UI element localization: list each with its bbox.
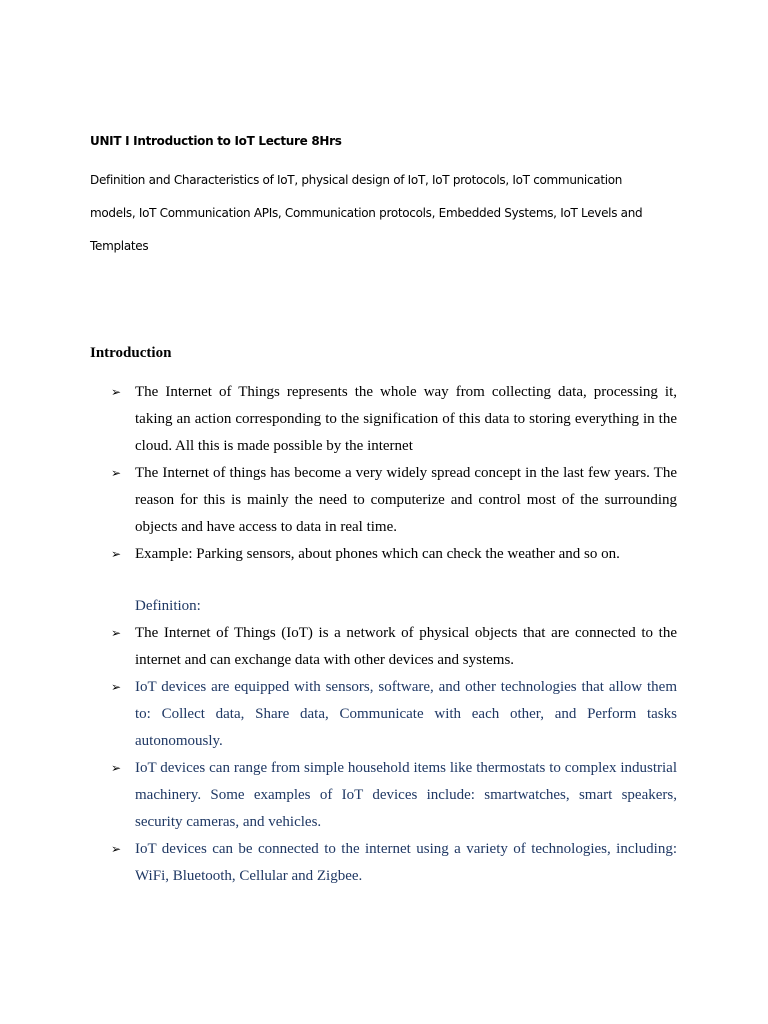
list-item bbox=[111, 620, 677, 674]
arrow-bullet-icon: ➢ bbox=[111, 761, 122, 775]
list-item bbox=[111, 460, 677, 541]
bullet-text: Example: Parking sensors, about phones which can check the weather and so on. bbox=[135, 546, 620, 562]
bullet-text: The Internet of Things (IoT) is a network of physical objects that are connected to the internet and can exchange data with other devices and systems. bbox=[135, 625, 677, 668]
unit-title: UNIT I Introduction to IoT Lecture 8Hrs bbox=[90, 134, 342, 148]
introduction-bullet-list bbox=[0, 379, 768, 568]
bullet-text: IoT devices can be connected to the internet using a variety of technologies, including: WiFi, Bluetooth, Cellular and Zigbee. bbox=[135, 841, 677, 884]
arrow-bullet-icon: ➢ bbox=[111, 547, 122, 561]
list-item bbox=[111, 836, 677, 890]
bullet-text: IoT devices can range from simple household items like thermostats to complex industrial machinery. Some examples of IoT devices include: smartwatches, smart speakers, security cameras, and vehicles. bbox=[135, 760, 677, 830]
list-item bbox=[111, 379, 677, 460]
unit-description-line: Templates bbox=[90, 239, 149, 253]
arrow-bullet-icon: ➢ bbox=[111, 626, 122, 640]
arrow-bullet-icon: ➢ bbox=[111, 385, 122, 399]
unit-description bbox=[90, 164, 650, 263]
unit-header bbox=[90, 131, 650, 263]
list-item bbox=[111, 674, 677, 755]
unit-description-line: Definition and Characteristics of IoT, physical design of IoT, IoT protocols, IoT communication bbox=[90, 173, 623, 187]
bullet-text: IoT devices are equipped with sensors, software, and other technologies that allow them to: Collect data, Share data, Communicate with each other, and Perform tasks autonomously. bbox=[135, 679, 677, 749]
list-item bbox=[111, 755, 677, 836]
arrow-bullet-icon: ➢ bbox=[111, 680, 122, 694]
list-item bbox=[111, 541, 677, 568]
bullet-text: The Internet of things has become a very widely spread concept in the last few years. The reason for this is mainly the need to computerize and control most of the surrounding objects and have access to data in real time. bbox=[135, 465, 677, 535]
introduction-heading: Introduction bbox=[90, 345, 172, 361]
definition-label: Definition: bbox=[135, 598, 201, 614]
arrow-bullet-icon: ➢ bbox=[111, 842, 122, 856]
definition-bullet-list bbox=[0, 620, 768, 890]
bullet-text: The Internet of Things represents the whole way from collecting data, processing it, taking an action corresponding to the signification of this data to storing everything in the cloud. All this is made possible by the internet bbox=[135, 384, 677, 454]
arrow-bullet-icon: ➢ bbox=[111, 466, 122, 480]
unit-description-line: models, IoT Communication APIs, Communication protocols, Embedded Systems, IoT Levels and bbox=[90, 206, 643, 220]
